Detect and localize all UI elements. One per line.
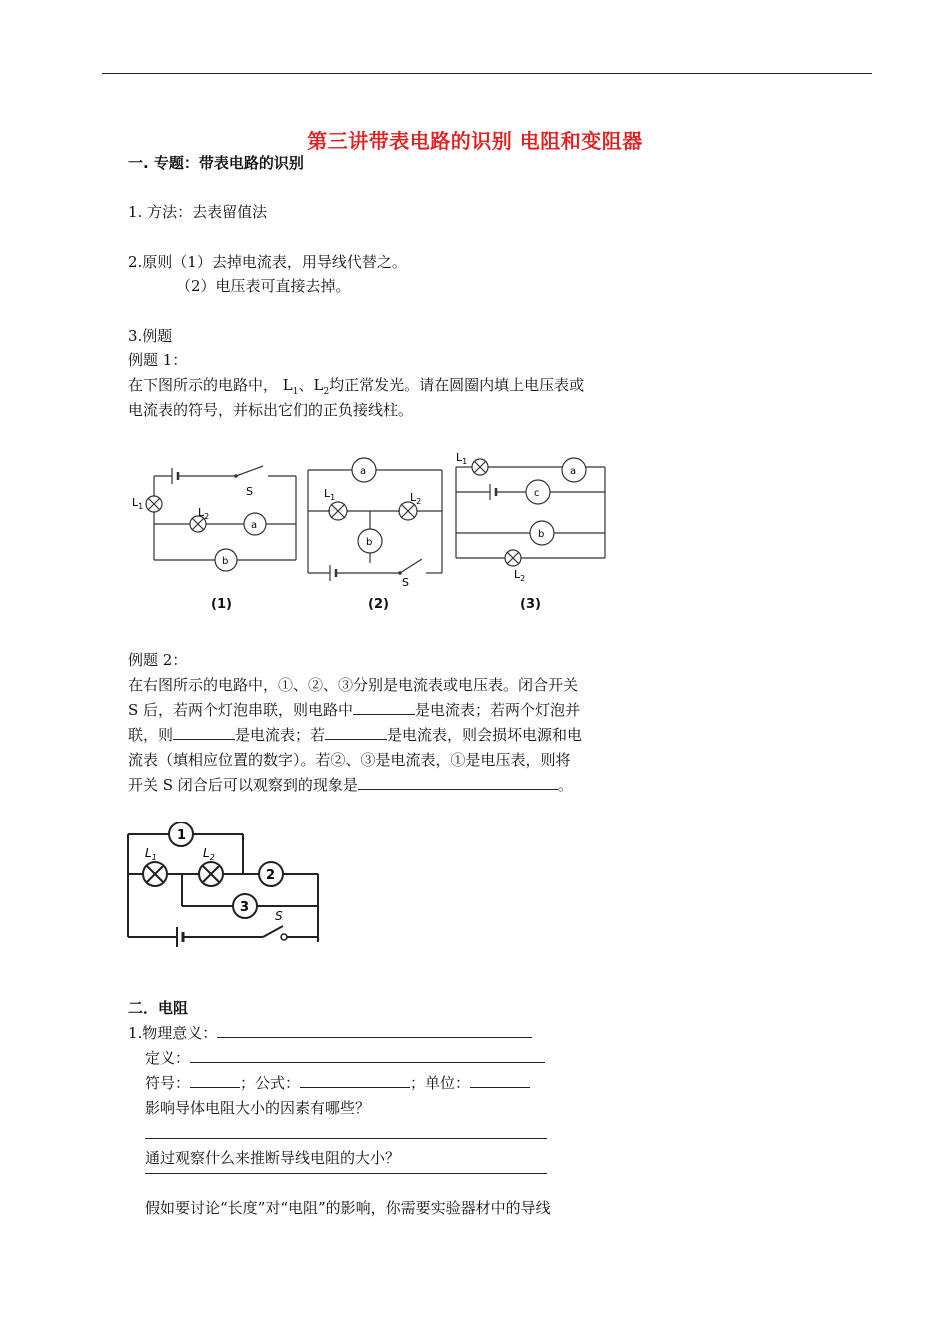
example-2-text-line-2: S 后，若两个灯泡串联，则电路中 是电流表；若两个灯泡并	[128, 701, 581, 719]
answer-blank[interactable]	[353, 700, 415, 715]
header-rule	[102, 73, 872, 74]
lamp-label-l1: $L_1$	[456, 451, 468, 466]
resistance-definition-line: 定义：	[145, 1048, 545, 1068]
example-2-text-line-1: 在右图所示的电路中，①、②、③分别是电流表或电压表。闭合开关	[128, 676, 579, 694]
page-title: 第三讲带表电路的识别 电阻和变阻器	[307, 129, 643, 153]
switch-label: S	[246, 485, 253, 498]
meter-b-label: b	[222, 556, 229, 567]
switch-label: S	[402, 576, 409, 589]
circuit-diagram-example-2	[125, 822, 325, 950]
meter-a-label: a	[251, 520, 258, 531]
answer-blank[interactable]	[190, 1073, 240, 1088]
lamp-label-l1: $L_1$	[132, 496, 144, 511]
resistance-factors-question: 影响导体电阻大小的因素有哪些？	[145, 1099, 371, 1117]
meter-b-label: b	[366, 537, 373, 548]
example-1-text-line-1: 在下图所示的电路中， $L_1$、$L_2$均正常发光。请在圆圈内填上电压表或	[128, 376, 585, 397]
example-2-text-line-4: 流表（填相应位置的数字）。若②、③是电流表，①是电压表，则将	[128, 751, 571, 769]
principle-line-1: 2.原则（1）去掉电流表，用导线代替之。	[128, 253, 407, 271]
lamp-label-l1: $L_1$	[145, 846, 157, 862]
example-2-text-line-3: 联，则 是电流表；若 是电流表，则会损坏电源和电	[128, 726, 583, 744]
example-1-heading: 例题 1：	[128, 351, 188, 369]
lamp-label-l2: $L_2$	[203, 846, 215, 862]
answer-line[interactable]	[145, 1173, 547, 1174]
method-line: 1. 方法：去表留值法	[128, 203, 268, 221]
resistance-observation-question: 通过观察什么来推断导线电阻的大小？	[145, 1149, 401, 1167]
lamp-label-l1: $L_1$	[324, 487, 336, 502]
meter-a-label: a	[360, 466, 367, 477]
resistance-symbol-formula-unit-line: 符号： ；公式： ；单位：	[145, 1073, 530, 1093]
meter-b-label: b	[538, 529, 545, 540]
resistance-meaning-line: 1.物理意义：	[128, 1023, 532, 1043]
circuit-diagram-1	[128, 460, 303, 580]
section-2-heading: 二．电阻	[128, 999, 189, 1017]
example-2-heading: 例题 2：	[128, 651, 188, 669]
answer-blank[interactable]	[173, 725, 235, 740]
resistance-length-question: 假如要讨论“长度”对“电阻”的影响，你需要实验器材中的导线	[145, 1199, 551, 1217]
section-1-heading: 一. 专题：带表电路的识别	[128, 154, 304, 172]
principle-line-2: （2）电压表可直接去掉。	[176, 277, 351, 295]
answer-blank[interactable]	[470, 1073, 530, 1088]
circled-label-2: 2	[266, 868, 276, 883]
circuit-diagram-3	[450, 450, 615, 590]
meter-a-label: a	[570, 466, 577, 477]
answer-line[interactable]	[145, 1138, 547, 1139]
answer-blank[interactable]	[325, 725, 387, 740]
lamp-label-l2: $L_2$	[410, 491, 422, 506]
circled-label-1: 1	[177, 828, 187, 843]
switch-label: S	[275, 909, 283, 923]
circled-label-3: 3	[240, 900, 250, 915]
answer-blank[interactable]	[190, 1048, 545, 1063]
example-1-text-line-2: 电流表的符号，并标出它们的正负接线柱。	[128, 401, 414, 419]
answer-blank[interactable]	[300, 1073, 410, 1088]
caption-circuit-2: (2)	[368, 597, 389, 612]
caption-circuit-1: (1)	[211, 597, 232, 612]
example-2-text-line-5: 开关 S 闭合后可以观察到的现象是 。	[128, 776, 573, 794]
answer-blank[interactable]	[217, 1023, 532, 1038]
lamp-label-l2: $L_2$	[198, 506, 210, 521]
lamp-label-l2: $L_2$	[514, 568, 526, 583]
caption-circuit-3: (3)	[520, 597, 541, 612]
meter-c-label: c	[534, 488, 540, 499]
answer-blank[interactable]	[358, 775, 558, 790]
examples-heading: 3.例题	[128, 327, 173, 345]
circuit-diagram-2	[300, 455, 450, 590]
